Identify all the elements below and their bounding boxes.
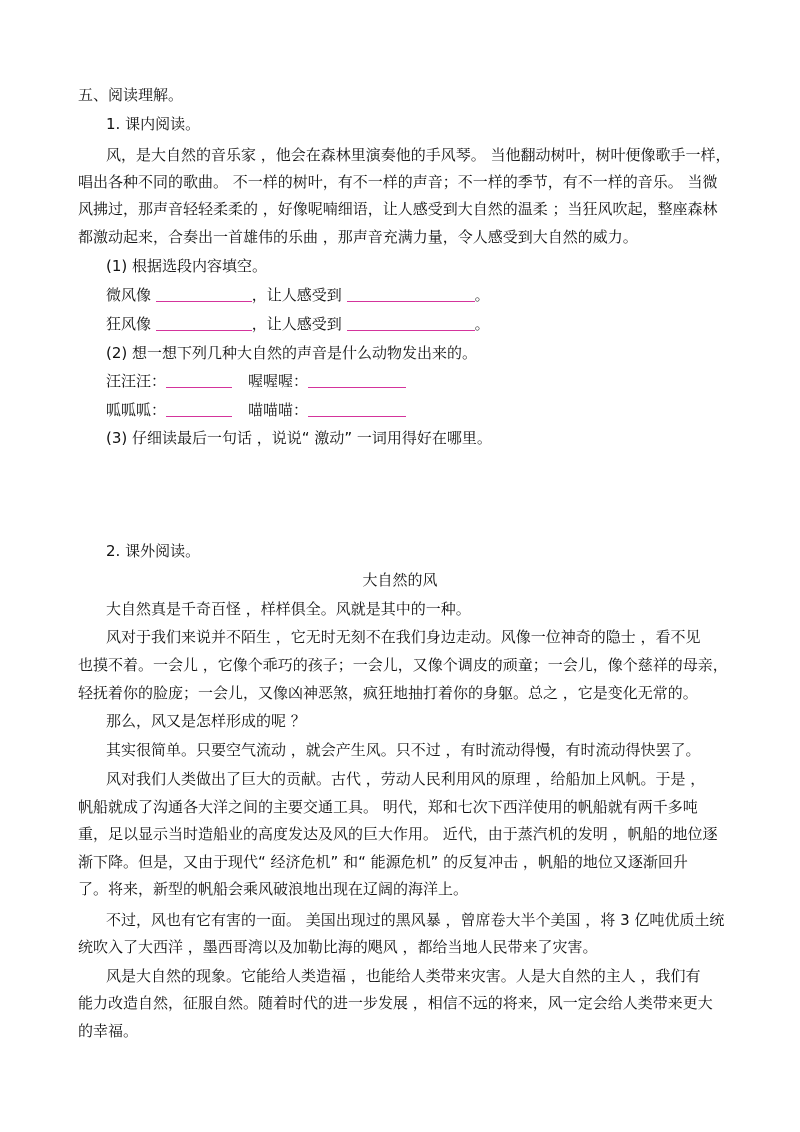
sound-label-wangwang: 汪汪汪： xyxy=(106,372,167,390)
q1-row-breeze-label: 微风像 xyxy=(106,286,152,304)
wangwang-answer-blank[interactable] xyxy=(166,373,232,388)
q2-row-1 xyxy=(106,371,728,391)
q3-prompt: (3) 仔细读最后一句话 ，说说“ 激动” 一词用得好在哪里。 xyxy=(106,429,492,447)
wowo-answer-blank[interactable] xyxy=(308,373,406,388)
gale-feel-blank[interactable] xyxy=(347,316,475,331)
part2-passage-line: 不过，风也有它有害的一面。 美国出现过的黑风暴 ，曾席卷大半个美国 ，将 3 亿吨优质土统 xyxy=(106,911,725,929)
q1-row-breeze-mid: ，让人感受到 xyxy=(251,286,342,304)
sound-label-miaomiao: 喵喵喵： xyxy=(248,401,309,419)
part2-passage-line: 轻抚着你的脸庞；一会儿，又像凶神恶煞，疯狂地抽打着你的身躯。总之 ，它是变化无常的。 xyxy=(78,684,698,702)
part2-passage-line: 那么，风又是怎样形成的呢 ？ xyxy=(106,712,306,730)
q1-row-breeze-end: 。 xyxy=(474,286,490,304)
q1-row-gale-mid: ，让人感受到 xyxy=(251,315,342,333)
part2-passage-line: 风对我们人类做出了巨大的贡献。古代 ，劳动人民利用风的原理 ，给船加上风帆。于是 ， xyxy=(106,770,706,788)
part1-passage-line: 唱出各种不同的歌曲。 不一样的树叶，有不一样的声音；不一样的季节，有不一样的音乐。 当微 xyxy=(78,173,718,191)
q2-row-2 xyxy=(106,400,728,420)
sound-label-wowo: 喔喔喔： xyxy=(248,372,309,390)
q1-row-gale xyxy=(106,314,728,334)
miaomiao-answer-blank[interactable] xyxy=(308,402,406,417)
part2-passage-line: 也摸不着。一会儿 ，它像个乖巧的孩子；一会儿，又像个调皮的顽童；一会儿，像个慈祥的母亲， xyxy=(78,656,728,674)
part2-passage-line: 风是大自然的现象。它能给人类造福 ，也能给人类带来灾害。人是大自然的主人 ，我们有 xyxy=(106,967,701,985)
part1-passage-line: 风，是大自然的音乐家 ，他会在森林里演奏他的手风琴。 当他翻动树叶，树叶便像歌手一样， xyxy=(106,146,731,164)
gale-like-blank[interactable] xyxy=(156,316,252,331)
q1-row-breeze xyxy=(106,285,728,305)
section-title: 五、阅读理解。 xyxy=(78,86,184,104)
part2-passage-line: 帆船就成了沟通各大洋之间的主要交通工具。 明代，郑和七次下西洋使用的帆船就有两千多吨 xyxy=(78,798,698,816)
part2-passage-line: 统吹入了大西洋 ，墨西哥湾以及加勒比海的飓风 ，都给当地人民带来了灾害。 xyxy=(78,938,598,956)
breeze-like-blank[interactable] xyxy=(156,287,252,302)
part1-passage-line: 风拂过，那声音轻轻柔柔的 ，好像呢喃细语，让人感受到大自然的温柔 ；当狂风吹起，整座森林 xyxy=(78,200,718,218)
part2-passage-line: 重，足以显示当时造船业的高度发达及风的巨大作用。 近代，由于蒸汽机的发明 ，帆船的地位逐 xyxy=(78,825,718,843)
article-title: 大自然的风 xyxy=(362,571,438,589)
guagua-answer-blank[interactable] xyxy=(166,402,232,417)
part2-heading: 2. 课外阅读。 xyxy=(106,542,201,560)
q2-prompt: (2) 想一想下列几种大自然的声音是什么动物发出来的。 xyxy=(106,344,478,362)
sound-label-guagua: 呱呱呱： xyxy=(106,401,167,419)
part2-passage-line: 风对于我们来说并不陌生 ，它无时无刻不在我们身边走动。风像一位神奇的隐士 ，看不见 xyxy=(106,628,701,646)
part2-passage-line: 能力改造自然，征服自然。随着时代的进一步发展 ，相信不远的将来，风一定会给人类带来更大 xyxy=(78,994,713,1012)
q1-row-gale-label: 狂风像 xyxy=(106,315,152,333)
part2-passage-line: 的幸福。 xyxy=(78,1022,139,1040)
breeze-feel-blank[interactable] xyxy=(347,287,475,302)
part2-passage-line: 了。将来，新型的帆船会乘风破浪地出现在辽阔的海洋上。 xyxy=(78,880,469,898)
part2-passage-line: 渐下降。但是，又由于现代“ 经济危机” 和“ 能源危机” 的反复冲击 ，帆船的地位又逐渐回升 xyxy=(78,853,688,871)
part1-heading: 1. 课内阅读。 xyxy=(106,115,201,133)
part2-passage-line: 大自然真是千奇百怪 ，样样俱全。风就是其中的一种。 xyxy=(106,600,471,618)
part1-passage-line: 都激动起来，合奏出一首雄伟的乐曲 ，那声音充满力量，令人感受到大自然的威力。 xyxy=(78,228,638,246)
q1-row-gale-end: 。 xyxy=(474,315,490,333)
part2-passage-line: 其实很简单。只要空气流动 ，就会产生风。只不过 ，有时流动得慢，有时流动得快罢了。 xyxy=(106,741,701,759)
q1-prompt: (1) 根据选段内容填空。 xyxy=(106,257,268,275)
